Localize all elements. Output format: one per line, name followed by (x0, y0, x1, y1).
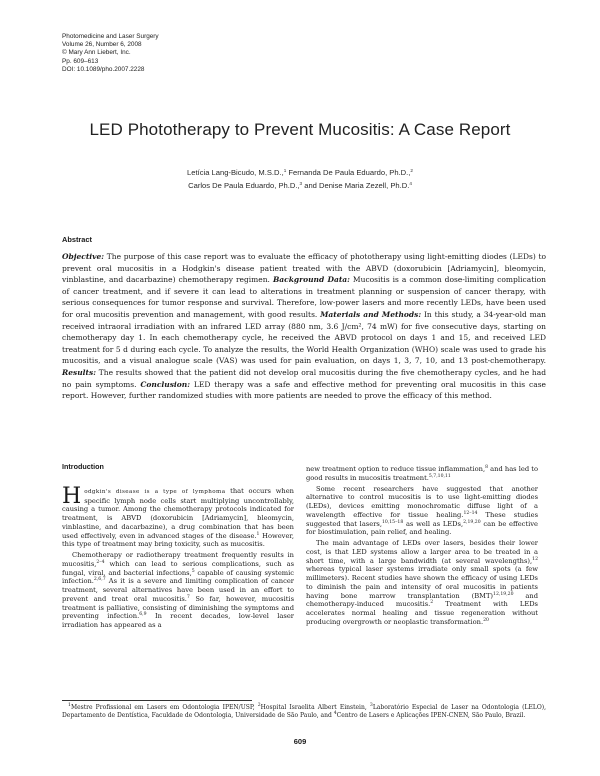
paragraph-text: whereas typical laser systems irradiate only small spots (a few millimeters). Recent studies have shown the efficacy of using LEDs to diminish the pain and intensity of oral mucositis in patients having bone marrow transplantation (BMT) (306, 565, 538, 600)
citation: 5,7,10,11 (428, 473, 451, 479)
results-text: The results showed that the patient did not develop oral mucositis during the five chemotherapy cycles, and he had no pain symptoms. (62, 367, 546, 389)
citation: 12–14 (463, 510, 478, 516)
author-name: Letícia Lang-Bicudo, M.S.D., (187, 168, 284, 177)
affiliation-marker: 2 (410, 168, 413, 173)
affiliation-marker: 1 (68, 703, 71, 708)
affiliations-footnote (62, 704, 546, 721)
intro-paragraph-1 (62, 483, 294, 549)
affiliation-marker: 4 (409, 180, 412, 186)
journal-volume: Volume 26, Number 6, 2008 (62, 41, 142, 49)
affiliation-marker: 1 (283, 168, 287, 173)
methods-text: In this study, a 34-year-old man received intraoral irradiation with an infrared LED array (880 nm, 3.6 J/cm², 74 mW) for five consecutive days, starting on chemotherapy day 1. In each chemotherapy cycle, he received the ABVD protocol on days 1 and 15, and received LED treatment for 5 d during each cycle. To analyze the results, the World Health Organization (WHO) scale was used to grade his mucositis, and a visual analogue scale (VAS) was used for pain evaluation, on days 1, 3, 7, 10, and 13 post-chemotherapy. (62, 309, 546, 366)
paragraph-text: So far, however, mucositis treatment is palliative, consisting of diminishing the symptoms and preventing infection. (62, 594, 295, 621)
citation: 6,9 (139, 612, 147, 618)
citation: 12,19,20 (493, 591, 514, 597)
citation: 7 (186, 594, 190, 600)
lead-in-smallcaps: odgkin's disease is a type of lymphoma (84, 488, 226, 495)
footnote-divider (62, 700, 252, 701)
background-label: Background Data: (272, 275, 350, 285)
paragraph-text: as well as LEDs, (403, 519, 464, 528)
paragraph-text: capable of causing systemic infection. (62, 568, 294, 586)
introduction-heading: Introduction (62, 462, 104, 471)
affiliation-text: Laboratório Especial de Laser na Odontologia (LELO), Departamento de Dentística, Faculdade de Odontologia, Universidade de São Paulo, and (62, 704, 546, 720)
author-line-2 (0, 180, 600, 193)
affiliation-text: Centro de Lasers e Aplicações IPEN-CNEN, São Paulo, Brazil. (336, 712, 526, 720)
drop-cap: H (62, 483, 82, 509)
abstract-heading: Abstract (62, 235, 92, 244)
citation: 2 (430, 600, 434, 606)
page-number: 609 (293, 737, 307, 746)
intro-paragraph-3 (306, 465, 538, 483)
journal-pages: Pp. 609–613 (62, 57, 99, 65)
conclusion-label: Conclusion: (140, 379, 190, 389)
author-name: Carlos De Paula Eduardo, Ph.D., (188, 180, 300, 190)
paragraph-text: The main advantage of LEDs over lasers, besides their lower cost, is that LED systems allow a larger area to be treated in a short time, with a large bandwidth (at several wavelengths), (306, 539, 538, 565)
journal-name: Photomedicine and Laser Surgery (62, 33, 159, 40)
author-name: Fernanda De Paula Eduardo, Ph.D., (286, 168, 411, 177)
citation: 10,15–18 (381, 519, 404, 525)
citation: 12 (532, 556, 538, 562)
intro-paragraph-4 (306, 485, 538, 538)
intro-paragraph-5 (306, 539, 538, 627)
citation: 2–4 (96, 559, 105, 565)
paragraph-text: Some recent researchers have suggested that another alternative to control mucositis is to use light-emitting diodes (LEDs), devices emitting monochromatic diffuse light of a wavelength effective for tissue healing. (306, 484, 538, 519)
citation: 5 (191, 568, 195, 574)
author-line-1 (0, 167, 600, 180)
paragraph-text: new treatment option to reduce tissue inflammation, (306, 465, 486, 473)
affiliation-marker: 3 (369, 703, 373, 708)
abstract-body (62, 251, 546, 402)
journal-copyright: © Mary Ann Liebert, Inc. (62, 49, 131, 57)
affiliation-marker: 4 (333, 711, 337, 717)
citation: 1 (256, 531, 260, 537)
journal-header (62, 33, 159, 74)
column-right (306, 465, 538, 629)
results-label: Results: (62, 367, 96, 377)
citation: 2,19,20 (463, 519, 481, 525)
background-text: Mucositis is a common dose-limiting complication of cancer treatment, and if severe it can lead to alterations in treatment planning or suspension of cancer therapy, with serious consequences for tumor response and survival. Therefore, low-power lasers and more recently LEDs, have been used for oral mucositis prevention and management, with good results. (62, 275, 546, 319)
paragraph-text: and has led to good results in mucositis treatment. (306, 465, 538, 482)
affiliation-marker: 2 (257, 703, 261, 708)
citation: 2,6,7 (93, 577, 106, 583)
column-left (62, 463, 294, 632)
paragraph-text: Treatment with LEDs accelerates normal healing and tissue regeneration without producing overgrowth or neoplastic transformation. (306, 600, 538, 626)
paragraph-text: which can lead to serious complications, such as fungal, viral, and bacterial infections, (62, 559, 294, 577)
paragraph-text: In recent decades, low-level laser irradiation has appeared as a (62, 612, 294, 629)
affiliation-text: Hospital Israelita Albert Einstein, (260, 704, 370, 711)
author-list (0, 167, 600, 192)
intro-paragraph-2 (62, 551, 294, 630)
paragraph-text: that occurs when specific lymph node cells start multiplying uncontrollably, causing a tumor. Among the chemotherapy protocols indicated for treatment, is ABVD (doxorubicin [Adriamycin], bleomycin, vinblastine, and dacarbazine), a drug combination that has been used effectively, even in advanced stages of the disease. (62, 486, 294, 540)
citation: 20 (483, 617, 489, 623)
objective-text: The purpose of this case report was to evaluate the efficacy of phototherapy using light-emitting diodes (LEDs) to prevent oral mucositis in a Hodgkin's disease patient treated with the ABVD (doxorubicin [Adriamycin], bleomycin, vinblastine, and dacarbazine) chemotherapy regimen. (62, 252, 546, 285)
paragraph-text: These studies suggested that lasers, (306, 510, 539, 528)
affiliation-text: Mestre Profissional em Lasers em Odontologia IPEN/USP, (70, 704, 258, 711)
paragraph-text: can be effective for biostimulation, pain relief, and healing. (306, 519, 538, 537)
paragraph-text: However, this type of treatment may bring toxicity, such as mucositis. (62, 531, 294, 549)
affiliation-marker: 3 (299, 180, 303, 186)
article-title: LED Phototherapy to Prevent Mucositis: A Case Report (89, 120, 511, 139)
methods-label: Materials and Methods: (320, 309, 422, 319)
objective-label: Objective: (62, 252, 105, 261)
paragraph-text: and chemotherapy-induced mucositis. (306, 591, 538, 609)
author-name: and Denise Maria Zezell, Ph.D. (302, 180, 410, 190)
citation: 8 (485, 465, 489, 470)
paragraph-text: Chemotherapy or radiotherapy treatment frequently results in mucositis, (62, 551, 294, 568)
journal-doi: DOI: 10.1089/pho.2007.2228 (62, 65, 145, 73)
paragraph-text: As it is a severe and limiting complication of cancer treatment, several alternatives have been used in an effort to prevent and treat oral mucositis. (62, 577, 294, 603)
conclusion-text: LED therapy was a safe and effective method for preventing oral mucositis in this case report. However, further randomized studies with more patients are needed to prove the efficacy of this method. (62, 379, 546, 401)
